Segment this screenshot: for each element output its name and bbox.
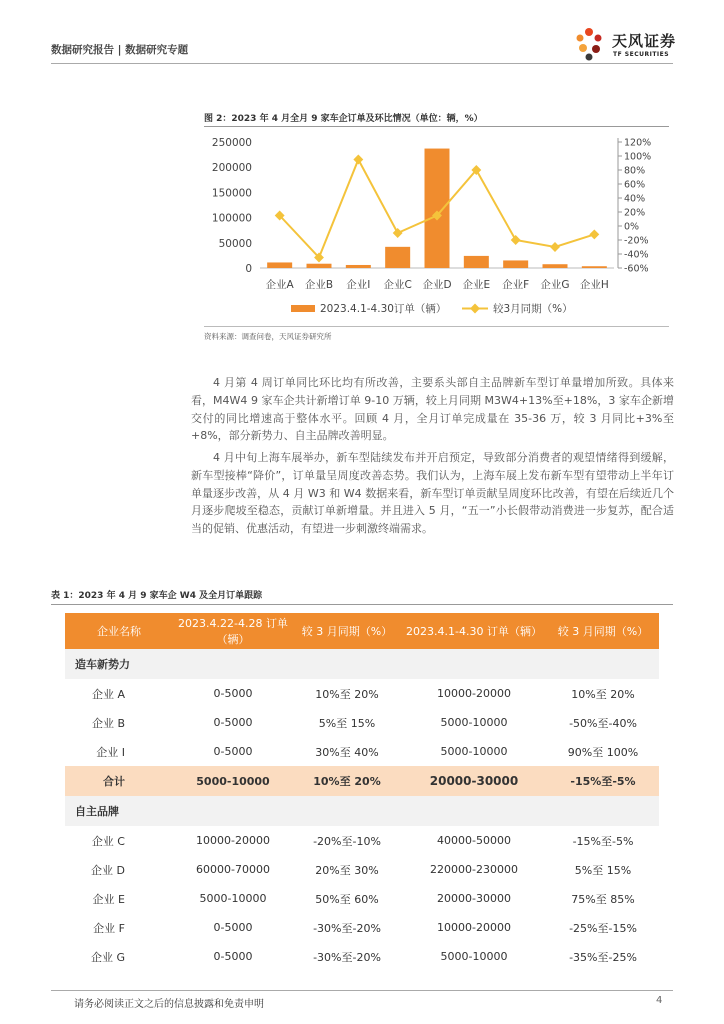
- header-w4-mom: 较 3 月同期（%）: [293, 613, 401, 649]
- y-right-tick-label: 80%: [624, 165, 646, 177]
- paragraph-2: 4 月中旬上海车展举办，新车型陆续发布并开启预定，导致部分消费者的观望情绪得到缓解，新车型接棒“降价”，订单量呈周度改善态势。我们认为，上海车展上发布新车型有望带动上半年订单量逐步改善，从 4 月 W3 和 W4 数据来看，新车型订单贡献呈周度环比改善，有望在后续近几个月逐步爬坡至稳态，贡献订单新增量。并且进入 5 月，“五一”小长假带动消费进一步复苏，配合适当的促销、优惠活动，有望进一步刺激终端需求。: [191, 451, 674, 536]
- header-divider: [51, 63, 673, 64]
- month-orders: 10000-20000: [437, 687, 511, 700]
- table-row: [65, 708, 659, 737]
- w4-orders: 0-5000: [213, 716, 253, 729]
- figure-title-divider: [204, 126, 669, 127]
- y-right-tick-label: -20%: [624, 235, 649, 247]
- x-tick-label: 企业F: [502, 279, 530, 291]
- y-right-tick-label: -40%: [624, 249, 649, 261]
- legend-bar-swatch: [291, 305, 315, 312]
- w4-mom: -30%至-20%: [313, 950, 381, 964]
- w4-mom: 5%至 15%: [318, 716, 376, 730]
- w4-mom: 20%至 30%: [315, 863, 379, 877]
- y-left-tick-label: 100000: [211, 212, 252, 225]
- w4-mom: 30%至 40%: [315, 745, 379, 759]
- table-row: [65, 855, 659, 884]
- total-label: 合计: [65, 766, 173, 796]
- company-name: 企业 B: [91, 716, 125, 730]
- x-tick-label: 企业G: [540, 279, 570, 291]
- legend-line-marker: [470, 304, 480, 314]
- month-mom: -15%至-5%: [572, 834, 634, 848]
- header-w4-orders: 2023.4.22-4.28 订单（辆）: [173, 613, 293, 649]
- table-row: [65, 679, 659, 708]
- figure-title: 图 2：2023 年 4 月全月 9 家车企订单及环比情况（单位：辆，%）: [204, 114, 483, 124]
- x-tick-label: 企业A: [265, 279, 294, 291]
- brand-name: 天风证券: [612, 32, 677, 50]
- line-point: [511, 235, 521, 245]
- x-tick-label: 企业D: [422, 279, 452, 291]
- table-row: [65, 737, 659, 766]
- legend-bar-label: 2023.4.1-4.30订单（辆）: [320, 303, 447, 315]
- figure-source: 资料来源：调查问卷，天风证券研究所: [204, 332, 332, 341]
- brand-name-en: TF SECURITIES: [613, 51, 670, 58]
- month-mom: 10%至 20%: [571, 687, 635, 701]
- w4-orders: 0-5000: [213, 921, 253, 934]
- company-name: 企业 I: [96, 745, 125, 759]
- table-row: [65, 942, 659, 971]
- x-tick-label: 企业H: [579, 279, 609, 291]
- y-left-tick-label: 200000: [211, 162, 252, 175]
- bar: [385, 247, 410, 268]
- bar: [464, 256, 489, 268]
- orders-chart: [196, 130, 666, 324]
- table-header-row: [65, 613, 659, 649]
- bar: [307, 264, 332, 268]
- company-name: 企业 A: [91, 687, 125, 701]
- line-point: [589, 229, 599, 239]
- line-point: [353, 155, 363, 165]
- company-name: 企业 G: [90, 950, 125, 964]
- table-title-divider: [51, 604, 673, 605]
- total-w4-orders: 5000-10000: [173, 766, 293, 796]
- bar: [425, 149, 450, 268]
- total-w4-mom: 10%至 20%: [293, 766, 401, 796]
- month-orders: 5000-10000: [440, 950, 508, 963]
- total-month-orders: 20000-30000: [401, 766, 547, 796]
- w4-orders: 0-5000: [213, 745, 253, 758]
- total-month-mom: -15%至-5%: [547, 766, 659, 796]
- page-number: 4: [656, 995, 663, 1006]
- month-mom: -35%至-25%: [569, 950, 637, 964]
- footer-divider: [51, 990, 673, 991]
- x-tick-label: 企业C: [383, 279, 412, 291]
- header-company: 企业名称: [65, 613, 173, 649]
- table-row: [65, 913, 659, 942]
- month-orders: 5000-10000: [440, 716, 508, 729]
- w4-mom: -30%至-20%: [313, 921, 381, 935]
- w4-orders: 0-5000: [213, 687, 253, 700]
- legend-line-label: 较3月同期（%）: [493, 303, 573, 315]
- w4-mom: -20%至-10%: [313, 834, 381, 848]
- w4-orders: 60000-70000: [196, 863, 270, 876]
- footer-disclaimer: 请务必阅读正文之后的信息披露和免责申明: [74, 999, 264, 1010]
- w4-orders: 5000-10000: [199, 892, 267, 905]
- orders-table: [65, 613, 659, 971]
- month-mom: 5%至 15%: [574, 863, 632, 877]
- bar: [503, 260, 528, 268]
- y-left-tick-label: 0: [245, 263, 252, 275]
- month-orders: 40000-50000: [437, 834, 511, 847]
- bar: [267, 262, 292, 268]
- table-row: [65, 826, 659, 855]
- w4-mom: 50%至 60%: [315, 892, 379, 906]
- table-title: 表 1：2023 年 4 月 9 家车企 W4 及全月订单跟踪: [51, 591, 263, 601]
- brand-flower-icon: [569, 24, 609, 64]
- brand-logo: [569, 24, 679, 64]
- x-tick-label: 企业E: [462, 279, 491, 291]
- month-orders: 220000-230000: [430, 863, 518, 876]
- table-row: [65, 884, 659, 913]
- company-name: 企业 F: [93, 921, 125, 935]
- group-row-domestic: [65, 796, 659, 826]
- y-right-tick-label: 100%: [624, 151, 652, 163]
- header-month-orders: 2023.4.1-4.30 订单（辆）: [401, 613, 547, 649]
- month-mom: -25%至-15%: [569, 921, 637, 935]
- w4-orders: 10000-20000: [196, 834, 270, 847]
- report-type: 数据研究报告 | 数据研究专题: [51, 44, 189, 56]
- month-mom: -50%至-40%: [569, 716, 637, 730]
- month-mom: 90%至 100%: [567, 745, 639, 759]
- header-month-mom: 较 3 月同期（%）: [547, 613, 659, 649]
- y-left-tick-label: 50000: [218, 237, 252, 250]
- y-right-tick-label: 20%: [624, 207, 646, 219]
- y-right-tick-label: 60%: [624, 179, 646, 191]
- w4-mom: 10%至 20%: [315, 687, 379, 701]
- paragraph-1: 4 月第 4 周订单同比环比均有所改善，主要系头部自主品牌新车型订单量增加所致。具体来看，M4W4 9 家车企共计新增订单 9-10 万辆，较上月同期 M3W4+13%至+18%，3 家车企新增交付的同比增速高于整体水平。回顾 4 月，全月订单完成量在 35-36 万，较 3 月同比+3%至+8%，部分新势力、自主品牌改善明显。: [191, 376, 674, 443]
- bar: [543, 264, 568, 268]
- month-orders: 10000-20000: [437, 921, 511, 934]
- y-left-tick-label: 250000: [211, 137, 252, 149]
- month-orders: 20000-30000: [437, 892, 511, 905]
- y-right-tick-label: -60%: [624, 263, 649, 275]
- w4-orders: 0-5000: [213, 950, 253, 963]
- company-name: 企业 C: [91, 834, 125, 848]
- y-right-tick-label: 0%: [624, 221, 640, 233]
- line-point: [550, 242, 560, 252]
- y-left-tick-label: 150000: [211, 187, 252, 200]
- month-mom: 75%至 85%: [571, 892, 635, 906]
- bar: [346, 265, 371, 268]
- y-right-tick-label: 40%: [624, 193, 646, 205]
- group-label: 自主品牌: [65, 796, 173, 826]
- source-divider: [204, 326, 669, 327]
- bar: [582, 266, 607, 268]
- company-name: 企业 D: [91, 863, 125, 877]
- x-tick-label: 企业B: [304, 279, 334, 291]
- y-right-tick-label: 120%: [624, 137, 652, 149]
- group-label: 造车新势力: [65, 649, 173, 679]
- total-row: [65, 766, 659, 796]
- line-point: [393, 228, 403, 238]
- company-name: 企业 E: [92, 892, 125, 906]
- month-orders: 5000-10000: [440, 745, 508, 758]
- group-row-new-forces: [65, 649, 659, 679]
- x-tick-label: 企业I: [346, 279, 371, 291]
